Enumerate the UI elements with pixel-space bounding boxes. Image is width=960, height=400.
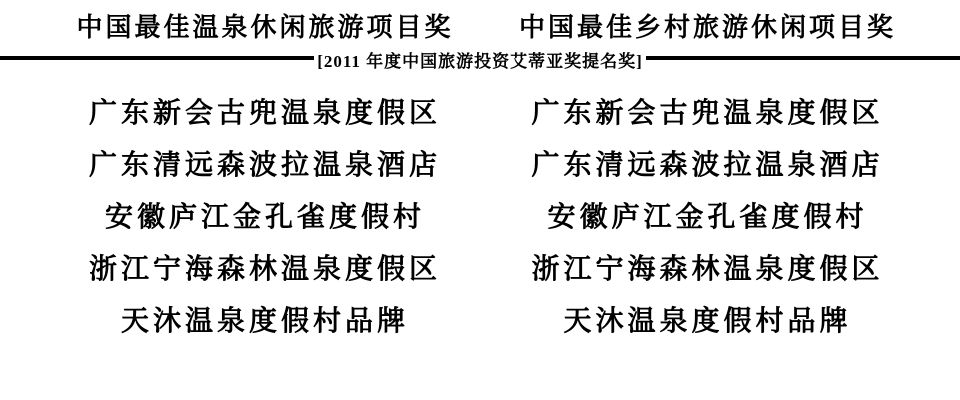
award-winner-item: 天沐温泉度假村品牌 (120, 306, 409, 337)
left-award-column-header (0, 6, 480, 50)
award-winner-item: 安徽庐江金孔雀度假村 (547, 202, 868, 233)
divider-line-left (0, 56, 314, 60)
award-winner-item: 天沐温泉度假村品牌 (563, 306, 852, 337)
award-title-rural-tourism: 中国最佳乡村旅游休闲项目奖 (518, 13, 896, 42)
right-award-column-header (480, 6, 960, 50)
nomination-divider-label: [2011 年度中国旅游投资艾蒂亚奖提名奖] (317, 52, 643, 71)
award-titles-row (0, 6, 960, 50)
award-winner-item: 广东清远森波拉温泉酒店 (531, 150, 884, 181)
award-winner-item: 安徽庐江金孔雀度假村 (104, 202, 425, 233)
award-winner-item: 浙江宁海森林温泉度假区 (88, 254, 441, 285)
award-title-hot-spring: 中国最佳温泉休闲旅游项目奖 (76, 13, 454, 42)
nomination-divider (0, 46, 960, 78)
divider-line-right (646, 56, 960, 60)
right-award-winner-list (480, 88, 960, 348)
award-winner-item: 广东新会古兜温泉度假区 (88, 98, 441, 129)
award-winner-item: 浙江宁海森林温泉度假区 (531, 254, 884, 285)
award-winner-item: 广东新会古兜温泉度假区 (531, 98, 884, 129)
award-winner-item: 广东清远森波拉温泉酒店 (88, 150, 441, 181)
left-award-winner-list (0, 88, 480, 348)
award-winners-lists (0, 88, 960, 348)
